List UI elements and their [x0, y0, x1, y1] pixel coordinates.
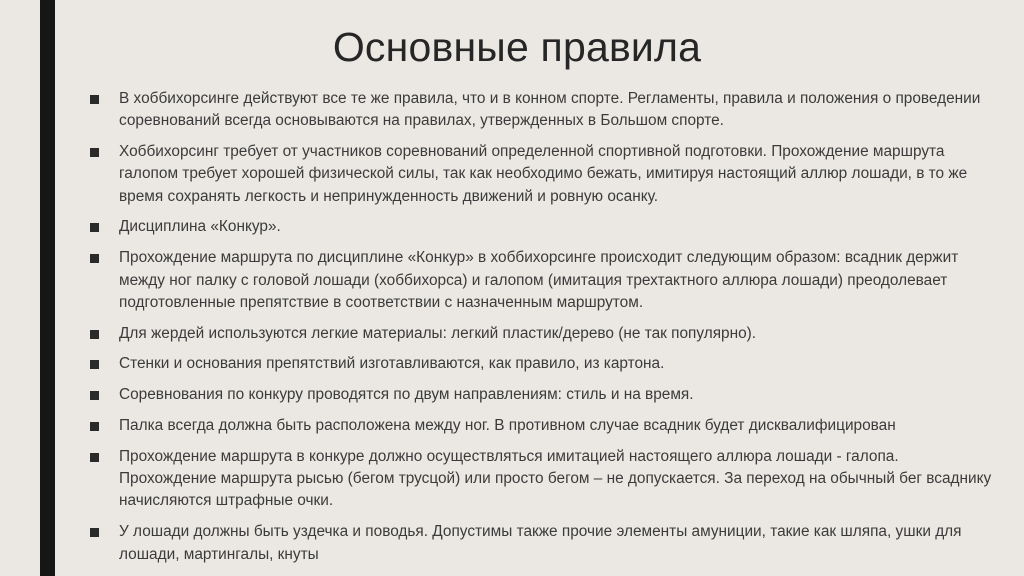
square-bullet-icon [90, 391, 99, 400]
bullet-text: Прохождение маршрута по дисциплине «Конкур» в хоббихорсинге происходит следующим образом: всадник держит между ног палку с головой лошади (хоббихорса) и галопом (имитация трехтактного аллюра лошади) преодолевает подготовленные препятствие в соответствии с назначенным маршрутом. [119, 249, 959, 311]
bullet-text: Стенки и основания препятствий изготавливаются, как правило, из картона. [119, 355, 665, 373]
square-bullet-icon [90, 148, 99, 157]
slide-side-bar [40, 0, 55, 576]
bullet-item [90, 323, 1000, 345]
bullet-text: Хоббихорсинг требует от участников соревнований определенной спортивной подготовки. Прохождение маршрута галопом требует хорошей физической силы, так как необходимо бежать, имитируя настоящий аллюр лошади, в то же время сохранять легкость и непринужденность движений и ровную осанку. [119, 143, 968, 205]
square-bullet-icon [90, 453, 99, 462]
bullet-text: Для жердей используются легкие материалы: легкий пластик/дерево (не так популярно). [119, 324, 757, 342]
bullet-item [90, 446, 1000, 513]
bullet-text: Соревнования по конкуру проводятся по двум направлениям: стиль и на время. [119, 386, 694, 404]
bullet-item [90, 88, 1000, 133]
square-bullet-icon [90, 422, 99, 431]
bullet-item [90, 216, 1000, 238]
square-bullet-icon [90, 360, 99, 369]
bullet-item [90, 141, 1000, 208]
bullet-list [90, 88, 1000, 574]
bullet-item [90, 415, 1000, 437]
bullet-text: Прохождение маршрута в конкуре должно осуществляться имитацией настоящего аллюра лошади - галопа. Прохождение маршрута рысью (бегом трусцой) или просто бегом – не допускается. За переход на обычный бег всаднику начисляются штрафные очки. [119, 447, 992, 510]
bullet-text: В хоббихорсинге действуют все те же правила, что и в конном спорте. Регламенты, правила и положения о проведении соревнований всегда основываются на правилах, утвержденных в Большом спорте. [119, 90, 981, 130]
bullet-item [90, 384, 1000, 406]
square-bullet-icon [90, 330, 99, 339]
square-bullet-icon [90, 528, 99, 537]
bullet-item [90, 247, 1000, 314]
bullet-text: Палка всегда должна быть расположена между ног. В противном случае всадник будет дисквалифицирован [119, 417, 896, 435]
bullet-item [90, 521, 1000, 566]
square-bullet-icon [90, 254, 99, 263]
slide-title: Основные правила [332, 24, 702, 70]
bullet-item [90, 353, 1000, 375]
square-bullet-icon [90, 223, 99, 232]
square-bullet-icon [90, 95, 99, 104]
bullet-text: Дисциплина «Конкур». [119, 218, 281, 236]
bullet-text: У лошади должны быть уздечка и поводья. Допустимы также прочие элементы амуниции, такие как шляпа, ушки для лошади, мартингалы, кнуты [119, 523, 962, 563]
